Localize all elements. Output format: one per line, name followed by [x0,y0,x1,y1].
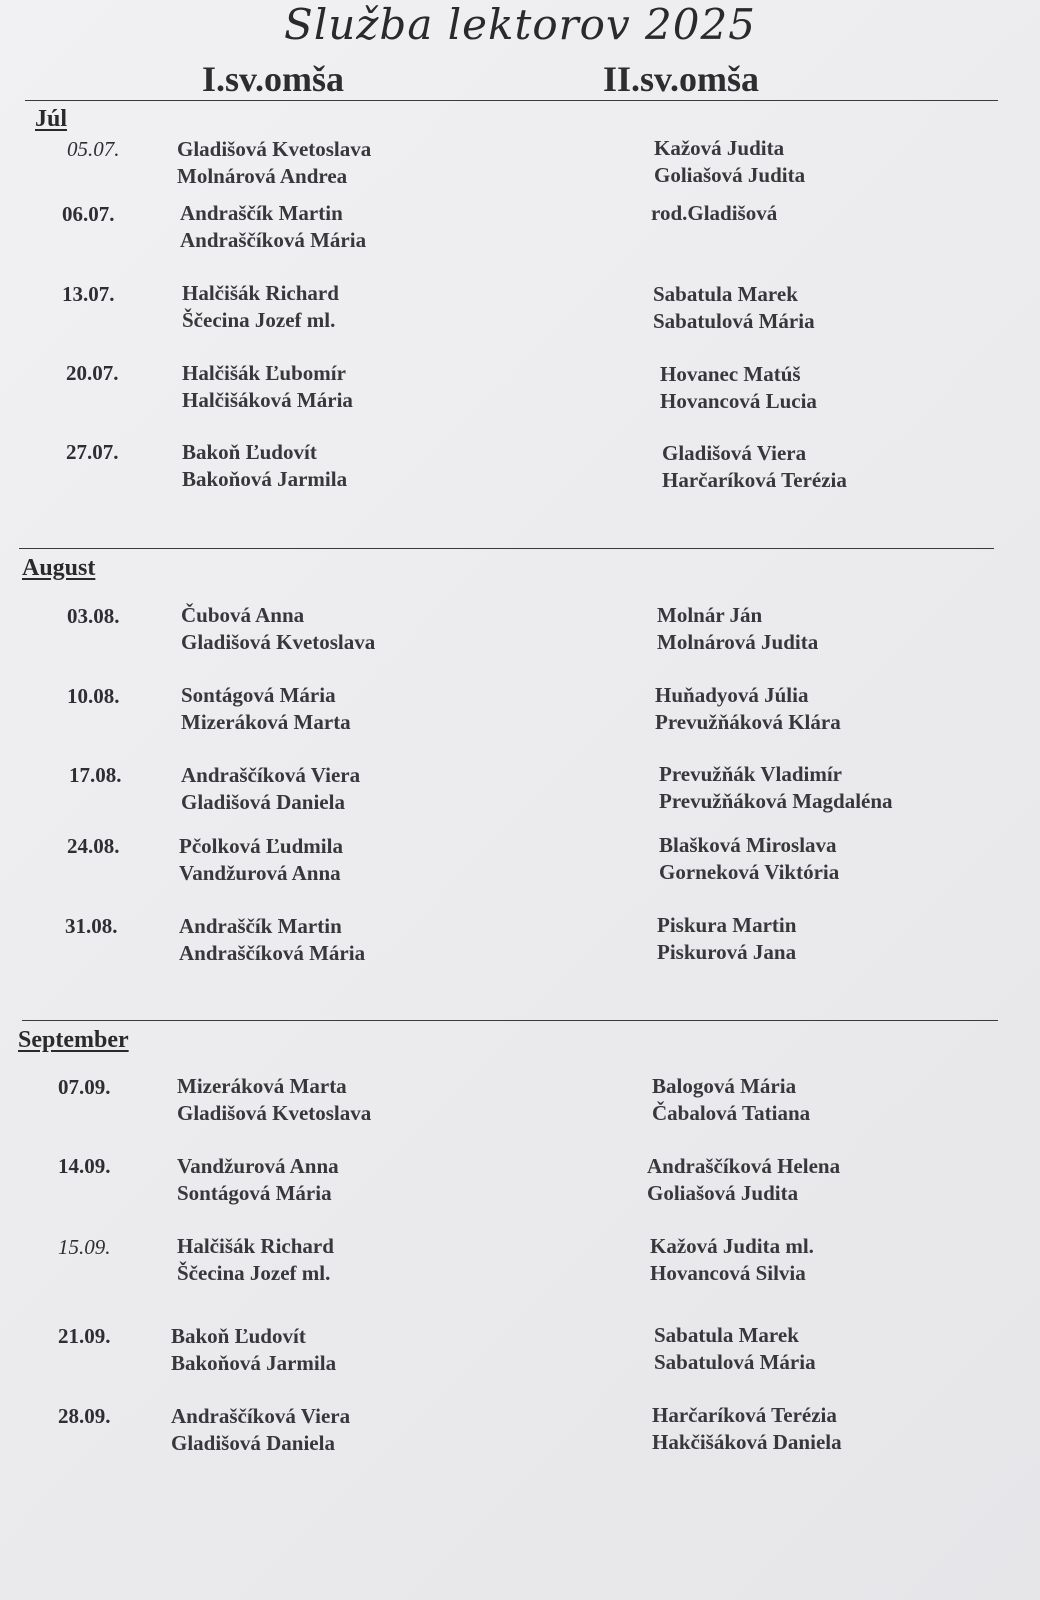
second-mass-readers [652,1402,842,1455]
first-mass-readers [181,602,375,655]
divider-august [19,548,994,549]
reader-name: Gladišová Daniela [171,1430,335,1455]
reader-name: Gladišová Kvetoslava [181,629,376,654]
reader-name: Andraščík Martin [180,201,343,225]
second-mass-readers [657,912,796,965]
reader-name: Vandžurová Anna [177,1154,339,1178]
reader-name: Bakoň Ľudovít [171,1324,306,1348]
first-mass-readers [182,360,353,413]
second-mass-readers [650,1233,814,1286]
entry-date: 10.08. [67,684,120,708]
reader-name: Halčišák Richard [177,1234,334,1258]
reader-name: Halčišáková Mária [182,387,353,412]
reader-name: Blašková Miroslava [659,833,837,857]
reader-name: Kažová Judita [654,136,785,160]
second-mass-readers [652,1073,810,1126]
reader-name: Molnár Ján [657,603,763,627]
reader-name: Gladišová Kvetoslava [177,137,372,161]
reader-name: Halčišák Ľubomír [182,361,346,385]
reader-name: Andraščíková Helena [647,1154,841,1178]
first-mass-readers [177,1233,334,1286]
first-mass-readers [177,1153,339,1206]
reader-name: Mizeráková Marta [181,709,351,734]
reader-name: Sabatula Marek [654,1323,799,1347]
second-mass-readers [647,1153,840,1206]
reader-name: Huňadyová Júlia [655,683,809,707]
second-mass-readers [657,602,818,655]
reader-name: Čubová Anna [181,603,305,627]
reader-name: Bakoň Ľudovít [182,440,317,464]
divider-september [22,1020,998,1021]
second-mass-readers [651,200,777,227]
reader-name: Vandžurová Anna [179,860,341,885]
reader-name: Molnárová Andrea [177,163,348,188]
reader-name: Prevužňáková Klára [655,709,841,734]
reader-name: Ščecina Jozef ml. [182,307,336,332]
second-mass-readers [659,832,839,885]
reader-name: Ščecina Jozef ml. [177,1260,331,1285]
month-heading-september: September [18,1027,129,1053]
reader-name: Balogová Mária [652,1074,797,1098]
entry-date: 05.07. [67,137,120,161]
reader-name: Hakčišáková Daniela [652,1429,842,1454]
first-mass-readers [177,136,371,189]
reader-name: Molnárová Judita [657,629,819,654]
first-mass-readers [182,280,339,333]
first-mass-readers [182,439,347,492]
reader-name: Gladišová Kvetoslava [177,1100,372,1125]
second-mass-readers [660,361,817,414]
reader-name: Harčaríková Terézia [662,467,847,492]
entry-date: 15.09. [58,1235,111,1259]
second-mass-readers [659,761,893,814]
entry-date: 20.07. [66,361,119,385]
entry-date: 13.07. [62,282,115,306]
entry-date: 17.08. [69,763,122,787]
entry-date: 21.09. [58,1324,111,1348]
reader-name: Hovancová Lucia [660,388,817,413]
reader-name: Sabatulová Mária [653,308,815,333]
first-mass-readers [179,913,365,966]
entry-date: 07.09. [58,1075,111,1099]
reader-name: Andraščíková Viera [181,763,361,787]
reader-name: Mizeráková Marta [177,1074,347,1098]
entry-date: 28.09. [58,1404,111,1428]
entry-date: 24.08. [67,834,120,858]
reader-name: Gorneková Viktória [659,859,840,884]
reader-name: rod.Gladišová [651,201,778,225]
second-mass-readers [654,135,805,188]
divider-header [25,100,998,101]
reader-name: Andraščík Martin [179,914,342,938]
reader-name: Andraščíková Mária [180,227,367,252]
first-mass-readers [181,762,360,815]
reader-name: Pčolková Ľudmila [179,834,343,858]
reader-name: Gladišová Viera [662,441,807,465]
second-mass-readers [655,682,841,735]
reader-name: Prevužňák Vladimír [659,762,842,786]
reader-name: Sontágová Mária [181,683,336,707]
reader-name: Bakoňová Jarmila [171,1350,337,1375]
first-mass-readers [180,200,366,253]
reader-name: Prevužňáková Magdaléna [659,788,893,813]
reader-name: Bakoňová Jarmila [182,466,348,491]
reader-name: Goliašová Judita [654,162,806,187]
reader-name: Kažová Judita ml. [650,1234,814,1258]
entry-date: 06.07. [62,202,115,226]
first-mass-readers [181,682,351,735]
entry-date: 31.08. [65,914,118,938]
first-mass-readers [179,833,343,886]
reader-name: Andraščíková Mária [179,940,366,965]
reader-name: Andraščíková Viera [171,1404,351,1428]
second-mass-readers [662,440,847,493]
entry-date: 03.08. [67,604,120,628]
first-mass-readers [171,1323,336,1376]
column-header-first-mass: I.sv.omša [202,59,345,99]
first-mass-readers [177,1073,371,1126]
month-heading-jul: Júl [35,106,68,132]
reader-name: Sabatula Marek [653,282,798,306]
first-mass-readers [171,1403,350,1456]
reader-name: Halčišák Richard [182,281,339,305]
page-title: Služba lektorov 2025 [284,0,756,49]
reader-name: Goliašová Judita [647,1180,799,1205]
reader-name: Hovanec Matúš [660,362,801,386]
second-mass-readers [653,281,815,334]
month-heading-august: August [22,555,96,581]
reader-name: Sontágová Mária [177,1180,332,1205]
reader-name: Čabalová Tatiana [652,1100,811,1125]
reader-name: Gladišová Daniela [181,789,345,814]
reader-name: Hovancová Silvia [650,1260,806,1285]
reader-name: Sabatulová Mária [654,1349,816,1374]
reader-name: Piskurová Jana [657,939,797,964]
column-header-second-mass: II.sv.omša [603,59,760,99]
entry-date: 14.09. [58,1154,111,1178]
entry-date: 27.07. [66,440,119,464]
reader-name: Piskura Martin [657,913,797,937]
reader-name: Harčaríková Terézia [652,1403,837,1427]
second-mass-readers [654,1322,816,1375]
